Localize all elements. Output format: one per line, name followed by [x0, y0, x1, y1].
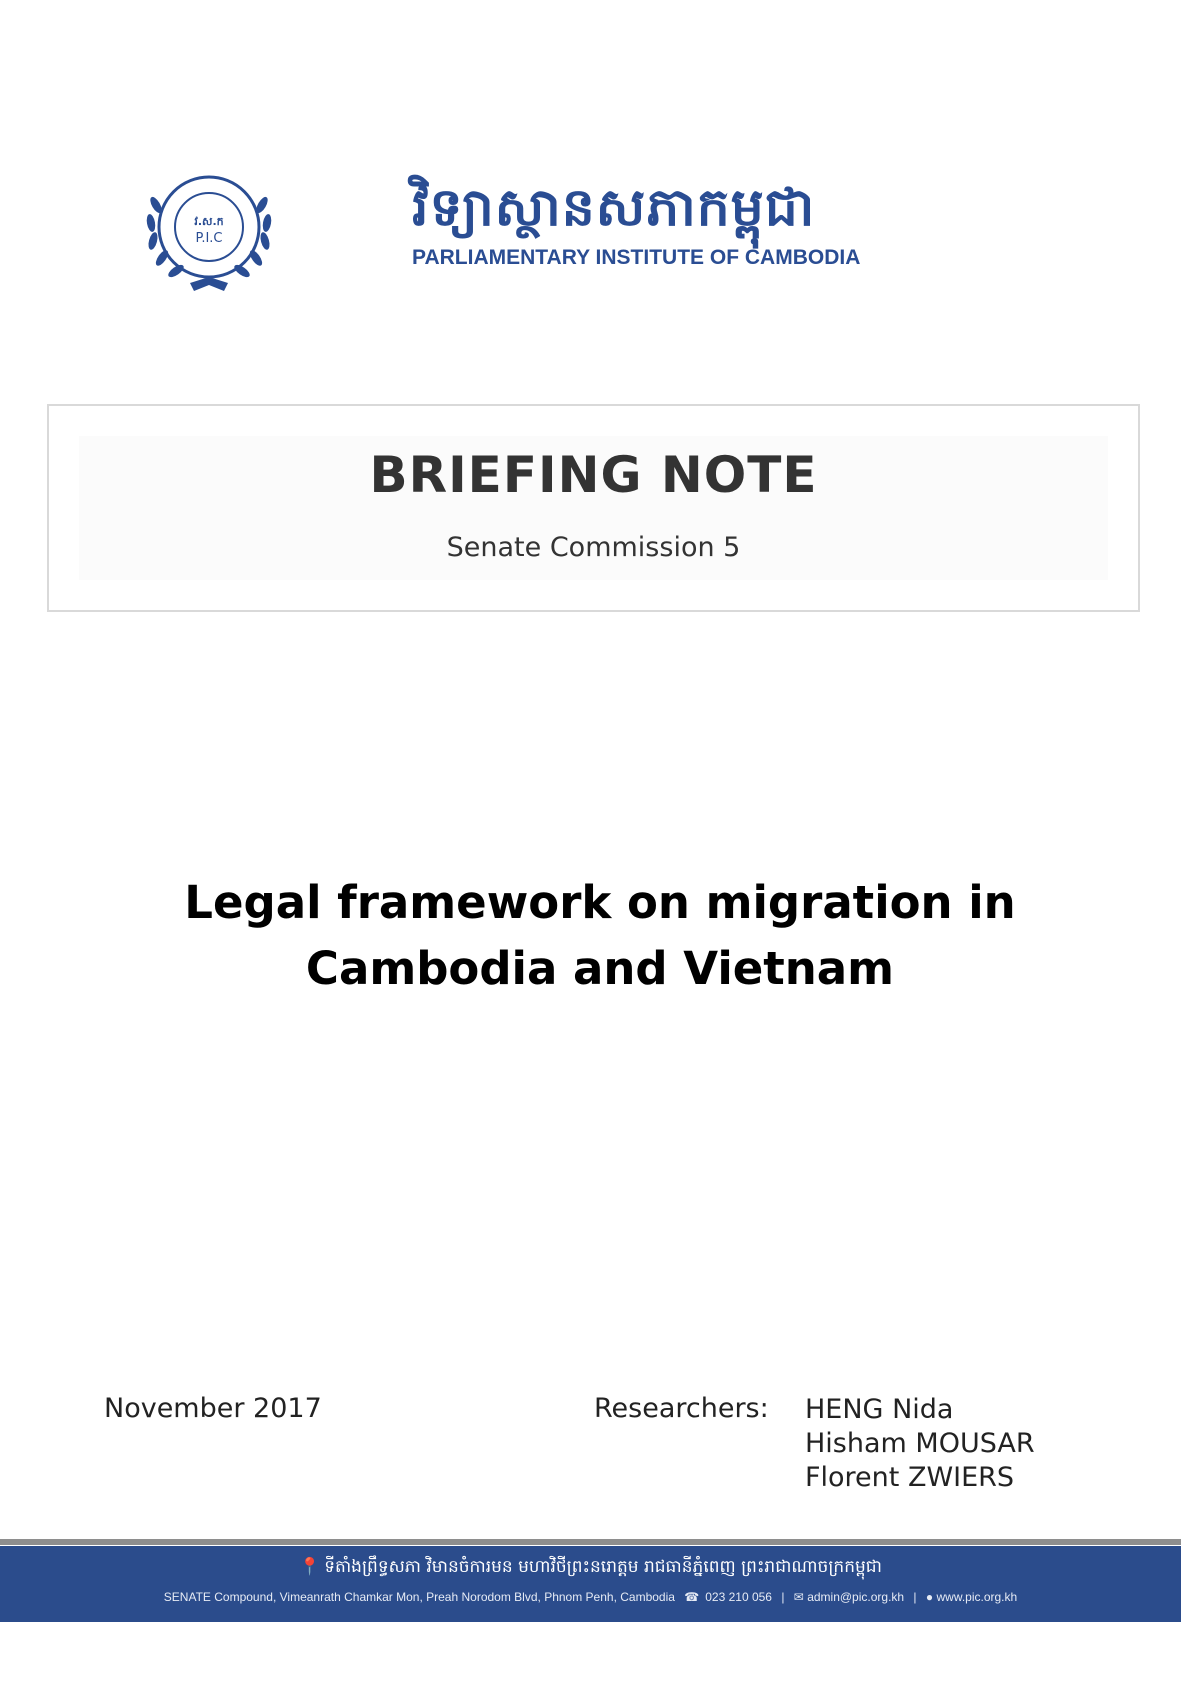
- institute-name-khmer: វិទ្យាស្ថានសភាកម្ពុជា: [412, 178, 816, 238]
- researcher-name: HENG Nida: [805, 1394, 954, 1425]
- footer-contact-line: [0, 1590, 1181, 1604]
- email-icon: ✉: [793, 1590, 804, 1604]
- briefing-subtitle: Senate Commission 5: [446, 532, 741, 563]
- footer-website[interactable]: www.pic.org.kh: [936, 1590, 1018, 1604]
- footer-khmer-address: ទីតាំងព្រឹទ្ធសភា វិមានចំការមន មហាវិថីព្រះនរោត្តម រាជធានីភ្នំពេញ ព្រះរាជាណាចក្រកម្ពុជា: [324, 1557, 882, 1577]
- publication-date: November 2017: [104, 1393, 322, 1424]
- document-title-line-2: Cambodia and Vietnam: [305, 942, 895, 995]
- divider-bar: |: [913, 1590, 917, 1604]
- footer-phone: 023 210 056: [705, 1590, 772, 1604]
- emblem-abbr: P.I.C: [195, 231, 223, 246]
- document-title: [120, 870, 1080, 1002]
- briefing-title: BRIEFING NOTE: [369, 446, 818, 504]
- divider-bar: |: [781, 1590, 785, 1604]
- footer-divider: [0, 1539, 1181, 1545]
- researchers-list: [805, 1393, 1035, 1495]
- institute-name-english: PARLIAMENTARY INSTITUTE OF CAMBODIA: [412, 246, 861, 269]
- footer-address: SENATE Compound, Vimeanrath Chamkar Mon, Preah Norodom Blvd, Phnom Penh, Cambodia: [163, 1590, 675, 1604]
- location-pin-icon: 📍: [299, 1557, 321, 1577]
- researchers-label: Researchers:: [594, 1393, 769, 1424]
- globe-icon: ●: [925, 1590, 934, 1604]
- institute-emblem-logo: [138, 165, 280, 300]
- footer-bar: [0, 1546, 1181, 1622]
- phone-icon: ☎: [684, 1590, 700, 1604]
- emblem-khmer-abbr: វ.ស.ក: [194, 215, 224, 228]
- researcher-name: Hisham MOUSAR: [805, 1428, 1035, 1459]
- footer-email[interactable]: admin@pic.org.kh: [807, 1590, 905, 1604]
- document-title-line-1: Legal framework on migration in: [184, 876, 1016, 929]
- footer-khmer-address-line: [0, 1556, 1181, 1581]
- researcher-name: Florent ZWIERS: [805, 1462, 1015, 1493]
- briefing-box: [47, 404, 1140, 612]
